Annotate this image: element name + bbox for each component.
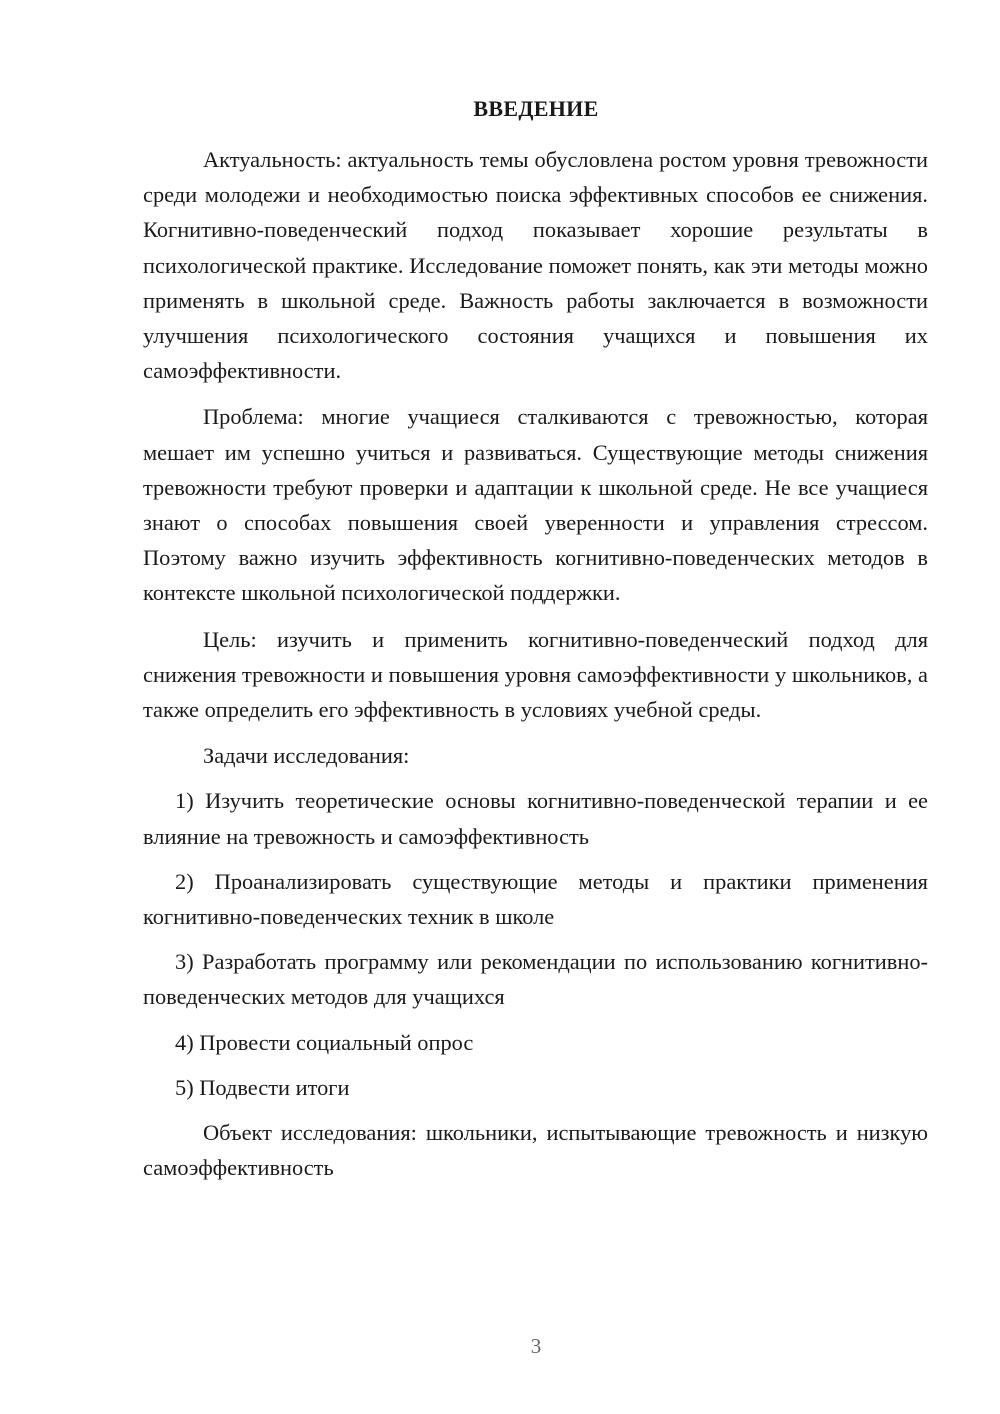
relevance-paragraph: Актуальность: актуальность темы обусловлена ростом уровня тревожности среди молодежи и необходимостью поиска эффективных способов ее снижения. Когнитивно-поведенческий подход показывает хорошие результаты в психологической практике. Исследование поможет понять, как эти методы можно применять в школьной среде. Важность работы заключается в возможности улучшения психологического состояния учащихся и повышения их самоэффективности. xyxy=(143,147,928,384)
tasks-heading: Задачи исследования: xyxy=(203,743,410,769)
page-number: 3 xyxy=(530,1334,542,1358)
page-title: ВВЕДЕНИЕ xyxy=(473,96,599,121)
task-item: 2) Проанализировать существующие методы и практики применения когнитивно-поведенческих техник в школе xyxy=(143,868,928,930)
goal-paragraph: Цель: изучить и применить когнитивно-поведенческий подход для снижения тревожности и повышения уровня самоэффективности у школьников, а также определить его эффективность в условиях учебной среды. xyxy=(143,626,928,723)
object-paragraph: Объект исследования: школьники, испытывающие тревожность и низкую самоэффективность xyxy=(143,1120,928,1181)
problem-paragraph: Проблема: многие учащиеся сталкиваются с тревожностью, которая мешает им успешно учиться и развиваться. Существующие методы снижения тревожности требуют проверки и адаптации к школьной среде. Не все учащиеся знают о способах повышения своей уверенности и управления стрессом. Поэтому важно изучить эффективность когнитивно-поведенческих методов в контексте школьной психологической поддержки. xyxy=(143,404,928,606)
task-item: 5) Подвести итоги xyxy=(175,1074,350,1100)
task-item: 3) Разработать программу или рекомендации по использованию когнитивно-поведенческих методов для учащихся xyxy=(143,949,928,1010)
body-text xyxy=(143,142,928,1185)
task-item: 1) Изучить теоретические основы когнитивно-поведенческой терапии и ее влияние на тревожность и самоэффективность xyxy=(143,788,928,849)
task-item: 4) Провести социальный опрос xyxy=(175,1029,474,1055)
